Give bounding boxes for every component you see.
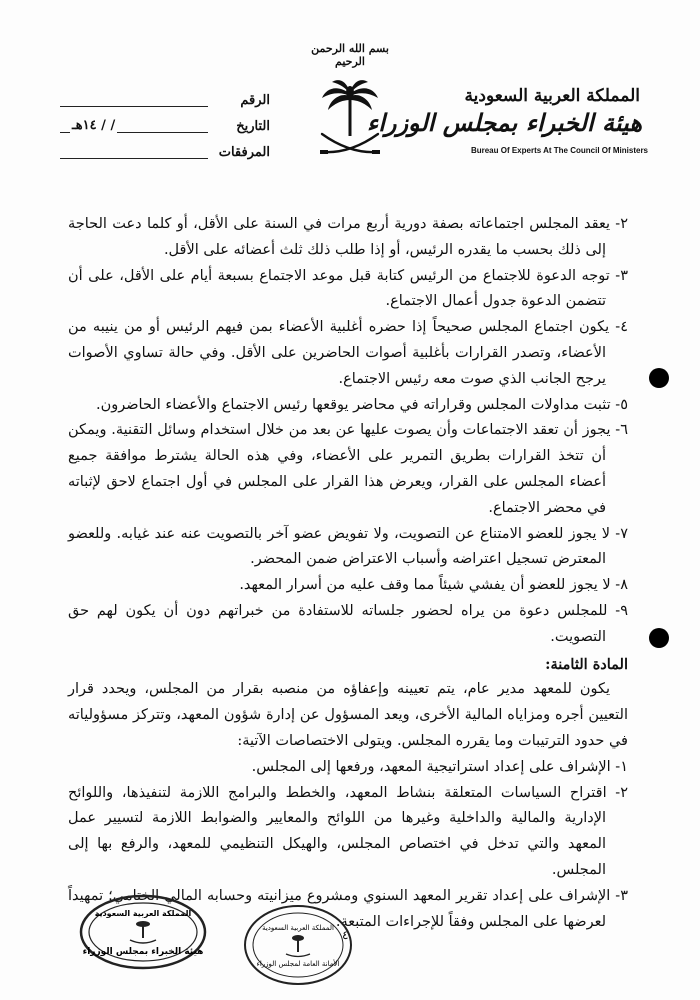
punch-hole xyxy=(649,628,669,648)
bureau-name-english: Bureau Of Experts At The Council Of Ministers xyxy=(470,146,648,155)
ref-date-value: / / ١٤هـ xyxy=(72,118,116,133)
duty-2: ٢- اقتراح السياسات المتعلقة بنشاط المعهد، والخطط والبرامج اللازمة لتنفيذها، واللوائح الإدارية والمالية والداخلية وغيرها من اللوائح والمعايير والضوابط اللازمة لتسيير عمل المعهد والتي تدخل في اختصاص المجلس، والهيكل التنظيمي للمعهد، والرفع بها إلى المجلس. xyxy=(68,784,628,878)
secretariat-seal-stamp xyxy=(242,902,354,988)
svg-text:المملكة العربية السعودية: المملكة العربية السعودية xyxy=(262,924,334,932)
svg-text:المملكة العربية السعودية: المملكة العربية السعودية xyxy=(94,909,192,918)
ref-attachments-label: المرفقات xyxy=(218,145,270,160)
svg-text:هيئة الخبراء بمجلس الوزراء: هيئة الخبراء بمجلس الوزراء xyxy=(82,947,204,957)
ref-date-row xyxy=(60,119,270,145)
bureau-name-arabic: هيئة الخبراء بمجلس الوزراء xyxy=(366,108,642,137)
ref-number-row xyxy=(60,93,270,119)
clause-6: ٦- يجوز أن تعقد الاجتماعات وأن يصوت عليها عن بعد من خلال استخدام وسائل التقنية. ويمكن أن تتخذ القرارات بطريق التمرير على الأعضاء، وفي هذه الحالة يشترط موافقة جميع أعضاء المجلس على القرار، ويعرض هذا القرار على المجلس في أول اجتماع لاحق لإثباته في محضر الاجتماع. xyxy=(68,422,628,516)
duty-3: ٣- الإشراف على إعداد تقرير المعهد السنوي ومشروع ميزانيته وحسابه المالي الختامي؛ تمهيداً لعرضها على المجلس وفقاً للإجراءات المتبعة. xyxy=(68,887,628,930)
article-heading: المادة الثامنة: xyxy=(545,655,628,673)
svg-text:الأمانة العامة لمجلس الوزراء: الأمانة العامة لمجلس الوزراء xyxy=(256,960,340,968)
ref-number-line xyxy=(60,106,208,107)
kingdom-name: المملكة العربية السعودية xyxy=(464,86,640,106)
article-intro: يكون للمعهد مدير عام، يتم تعيينه وإعفاؤه من منصبه بقرار من المجلس، ويحدد قرار التعيين أجره ومزاياه المالية الأخرى، ويعد المسؤول عن إدارة شؤون المعهد، وتتركز مسؤولياته في حدود الترتيبات وما يقرره المجلس. ويتولى الاختصاصات الآتية: xyxy=(68,681,628,749)
ref-date-label: التاريخ xyxy=(236,119,270,134)
ref-attachments-line xyxy=(60,158,208,159)
clause-8: ٨- لا يجوز للعضو أن يفشي شيئاً مما وقف عليه من أسرار المعهد. xyxy=(239,577,628,594)
ref-attachments-row xyxy=(60,145,270,171)
page-number: ٤ xyxy=(342,928,349,942)
clause-4: ٤- يكون اجتماع المجلس صحيحاً إذا حضره أغلبية الأعضاء بمن فيهم الرئيس أو من ينيبه من الأعضاء، وتصدر القرارات بأغلبية أصوات الحاضرين على الأقل. وفي حالة تساوي الأصوات يرجح الجانب الذي صوت معه رئيس الاجتماع. xyxy=(68,319,628,387)
bureau-seal-stamp xyxy=(78,892,208,972)
clause-5: ٥- تثبت مداولات المجلس وقراراته في محاضر يوقعها رئيس الاجتماع والأعضاء الحاضرون. xyxy=(95,396,628,413)
punch-hole xyxy=(649,368,669,388)
clause-9: ٩- للمجلس دعوة من يراه لحضور جلساته للاستفادة من خبراتهم دون أن يكون لهم حق التصويت. xyxy=(68,602,628,645)
reference-block xyxy=(60,93,270,171)
clause-2: ٢- يعقد المجلس اجتماعاته بصفة دورية أربع مرات في السنة على الأقل، أو كلما دعت الحاجة إلى ذلك بحسب ما يقدره الرئيس، أو إذا طلب ذلك ثلث أعضائه على الأقل. xyxy=(68,216,628,258)
clause-3: ٣- توجه الدعوة للاجتماع من الرئيس كتابة قبل موعد الاجتماع بسبعة أيام على الأقل، على أن تتضمن الدعوة جدول أعمال الاجتماع. xyxy=(68,267,628,310)
document-body xyxy=(68,212,628,935)
clause-7: ٧- لا يجوز للعضو الامتناع عن التصويت، ولا تفويض عضو آخر بالتصويت عنه عند غيابه. وللعضو المعترض تسجيل اعتراضه وأسباب الاعتراض ضمن المحضر. xyxy=(68,525,628,568)
duty-1: ١- الإشراف على إعداد استراتيجية المعهد، ورفعها إلى المجلس. xyxy=(251,758,628,775)
basmala: بسم الله الرحمن الرحيم xyxy=(311,42,389,68)
ref-number-label: الرقم xyxy=(240,93,270,108)
